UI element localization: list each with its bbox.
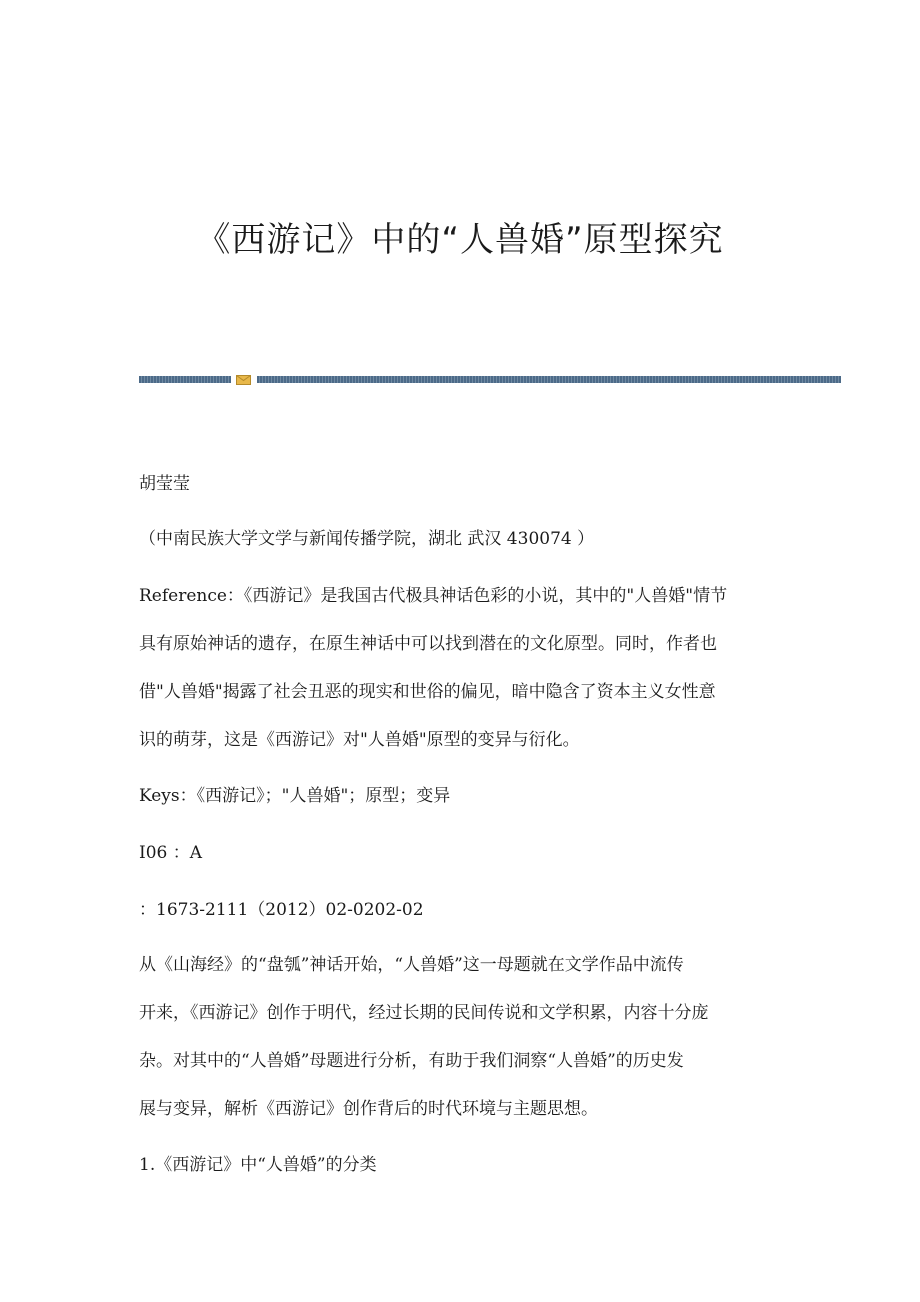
author-affiliation: （中南民族大学文学与新闻传播学院，湖北 武汉 430074 ） [139,529,595,549]
abstract-line: Reference：《西游记》是我国古代极具神话色彩的小说，其中的"人兽婚"情节 [139,586,728,606]
abstract-line: 借"人兽婚"揭露了社会丑恶的现实和世俗的偏见，暗中隐含了资本主义女性意 [139,682,716,702]
body-line: 从《山海经》的“盘瓠”神话开始，“人兽婚”这一母题就在文学作品中流传 [139,955,684,975]
abstract-line: 识的萌芽，这是《西游记》对"人兽婚"原型的变异与衍化。 [139,730,580,750]
body-paragraph [139,953,779,1121]
keywords: Keys：《西游记》；"人兽婚"；原型；变异 [139,786,451,806]
article-title: 《西游记》中的“人兽婚”原型探究 [196,220,724,260]
classification-code: I06 ：A [139,843,203,863]
body-line: 展与变异，解析《西游记》创作背后的时代环境与主题思想。 [139,1099,598,1119]
body-line: 开来，《西游记》创作于明代，经过长期的民间传说和文学积累，内容十分庞 [139,1003,709,1023]
article-id: ：1673-2111（2012）02-0202-02 [139,900,424,920]
divider-bar-right [257,376,841,383]
divider-bar-left [139,376,231,383]
author-name: 胡莹莹 [139,474,190,494]
envelope-icon [236,375,251,385]
abstract-line: 具有原始神话的遗存，在原生神话中可以找到潜在的文化原型。同时，作者也 [139,634,717,654]
abstract [139,584,779,752]
body-line: 杂。对其中的“人兽婚”母题进行分析，有助于我们洞察“人兽婚”的历史发 [139,1051,684,1071]
title-divider [139,375,841,385]
section-heading: 1.《西游记》中“人兽婚”的分类 [139,1155,377,1175]
